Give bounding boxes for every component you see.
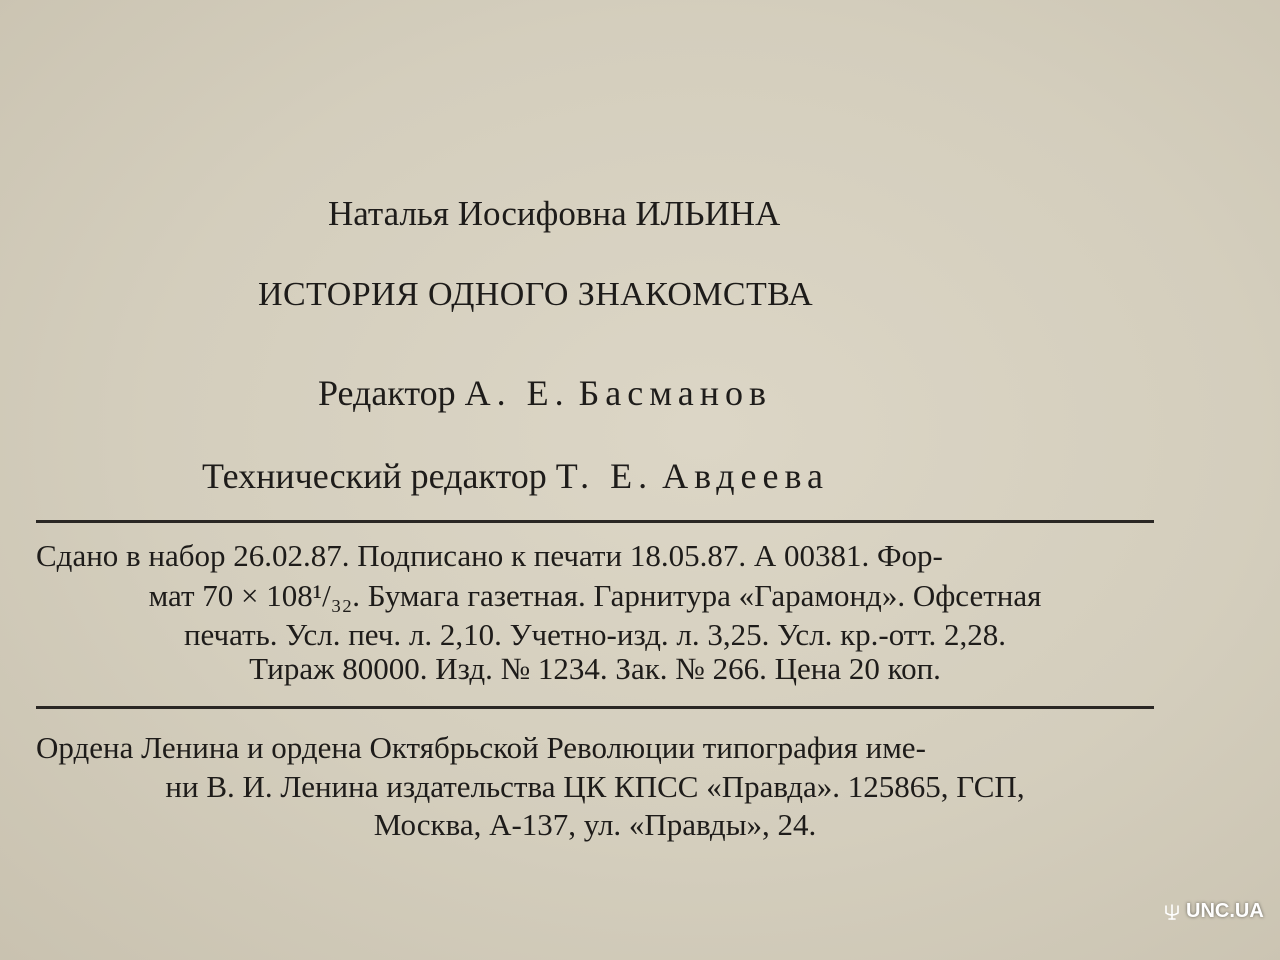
- book-title: ИСТОРИЯ ОДНОГО ЗНАКОМСТВА: [258, 276, 814, 313]
- tech-editor-line: [202, 455, 829, 497]
- author-surname: ИЛЬИНА: [635, 194, 781, 233]
- editor-line: [318, 372, 772, 414]
- watermark-text: UNC.UA: [1186, 900, 1264, 922]
- printer-line: ни В. И. Ленина издательства ЦК КПСС «Правда». 125865, ГСП,: [165, 769, 1025, 804]
- tech-editor-initials: Т. Е.: [555, 456, 654, 496]
- trident-icon: [1162, 902, 1182, 922]
- divider-rule: [36, 706, 1154, 709]
- imprint-line: Тираж 80000. Изд. № 1234. Зак. № 266. Цена 20 коп.: [249, 651, 941, 686]
- printer-line: Москва, А-137, ул. «Правды», 24.: [373, 807, 817, 842]
- editor-label: Редактор: [318, 373, 456, 413]
- watermark: [1162, 900, 1264, 923]
- author-name: Наталья Иосифовна: [328, 194, 627, 233]
- editor-initials: А. Е.: [464, 373, 570, 413]
- divider-rule: [36, 520, 1154, 523]
- tech-editor-name: Авдеева: [662, 456, 829, 496]
- imprint-line: печать. Усл. печ. л. 2,10. Учетно-изд. л. 3,25. Усл. кр.-отт. 2,28.: [183, 617, 1007, 652]
- tech-editor-label: Технический редактор: [202, 456, 547, 496]
- author-line: [328, 194, 780, 234]
- editor-name: Басманов: [578, 373, 773, 413]
- imprint-line: мат 70 × 108¹/₃₂. Бумага газетная. Гарнитура «Гарамонд». Офсетная: [148, 578, 1042, 613]
- imprint-line: Сдано в набор 26.02.87. Подписано к печати 18.05.87. А 00381. Фор-: [36, 538, 943, 573]
- printer-line: Ордена Ленина и ордена Октябрьской Революции типография име-: [36, 730, 926, 765]
